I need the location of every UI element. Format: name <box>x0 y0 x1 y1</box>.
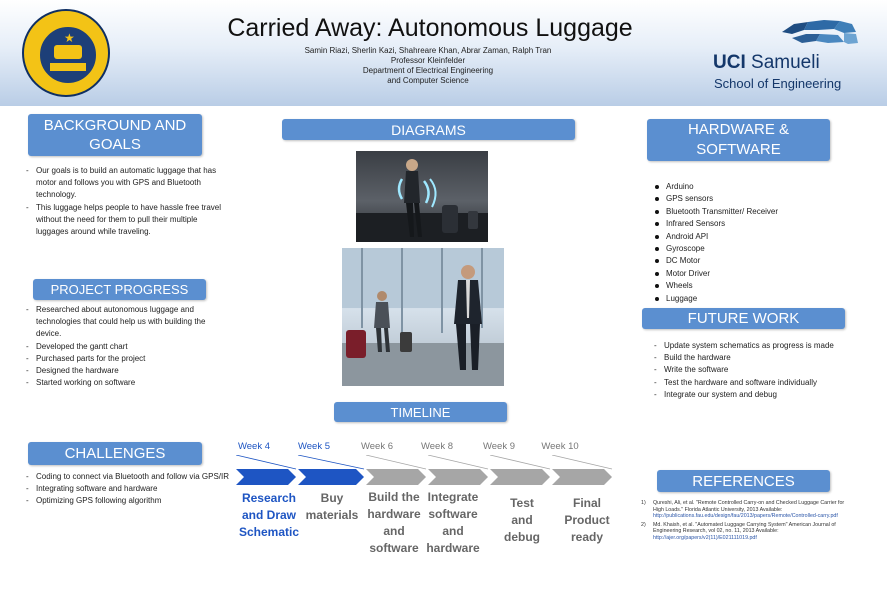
background-heading-line2: GOALS <box>89 136 141 153</box>
hardware-list <box>654 181 854 305</box>
list-item: - Test the hardware and software individually <box>652 377 872 389</box>
list-item: Luggage <box>654 293 854 305</box>
week-tick-lines <box>236 455 364 469</box>
reference-item <box>641 500 851 520</box>
step-line: Schematic <box>238 525 300 539</box>
step-line: Test <box>510 496 534 510</box>
timeline-segment-week-10 <box>552 469 612 485</box>
step-line: hardware <box>367 507 421 521</box>
hardware-heading-line2: SOFTWARE <box>696 141 781 158</box>
step-line: software <box>369 541 419 555</box>
week-tick-lines-inactive <box>366 455 612 469</box>
hardware-heading <box>647 119 830 161</box>
list-item: - Update system schematics as progress is made <box>652 340 872 352</box>
challenges-text <box>24 471 230 508</box>
timeline-heading: TIMELINE <box>334 402 507 422</box>
timeline-step <box>299 490 365 524</box>
uci-samueli-wordmark <box>713 52 820 74</box>
timeline-step <box>361 489 427 557</box>
list-item: Wheels <box>654 280 854 292</box>
week-label: Week 9 <box>482 441 516 452</box>
department-line: Department of Electrical Engineering <box>362 66 494 75</box>
seal-banner <box>50 63 86 71</box>
timeline-segment-week-5 <box>298 469 364 485</box>
authors-line: Samin Riazi, Sherlin Kazi, Shahreare Khan, Abrar Zaman, Ralph Tran <box>304 46 552 55</box>
step-line: materials <box>305 508 359 522</box>
step-line: software <box>428 507 478 521</box>
list-item: - Designed the hardware <box>24 365 228 377</box>
step-line: Integrate <box>427 490 479 504</box>
school-wordmark: School of Engineering <box>714 76 842 91</box>
timeline-step <box>236 490 302 541</box>
timeline-segment-week-6 <box>366 469 426 485</box>
reference-number: 1) <box>641 500 646 506</box>
luggage-follow-photo <box>356 151 488 242</box>
timeline-arrow <box>236 455 616 487</box>
progress-text <box>24 304 228 389</box>
diagrams-heading: DIAGRAMS <box>282 119 575 140</box>
poster-title: Carried Away: Autonomous Luggage <box>227 14 633 42</box>
list-item: - Integrating software and hardware <box>24 483 230 495</box>
references-list <box>641 500 851 543</box>
reference-text: Qureshi, Ali, et al. "Remote Controlled Carry-on and Checked Luggage Carrier for High Loads." Florida Atlantic University, 2013 Available: <box>653 500 845 513</box>
list-item: Bluetooth Transmitter/ Receiver <box>654 206 854 218</box>
step-line: debug <box>504 530 540 544</box>
timeline-segment-week-4 <box>236 469 296 485</box>
background-text <box>24 165 224 238</box>
step-line: Product <box>564 513 610 527</box>
uci-wordmark: UCI <box>713 52 746 73</box>
step-line: hardware <box>426 541 480 555</box>
list-item: Gyroscope <box>654 243 854 255</box>
department-line-2: and Computer Science <box>387 76 469 85</box>
background-heading <box>28 114 202 156</box>
list-item: - Purchased parts for the project <box>24 353 228 365</box>
step-line: Build the <box>368 490 420 504</box>
samueli-wordmark: Samueli <box>751 52 820 73</box>
step-line: and <box>442 524 464 538</box>
timeline-step <box>420 489 486 557</box>
list-item: Arduino <box>654 181 854 193</box>
man-with-suitcase-figure <box>356 151 488 242</box>
week-label: Week 4 <box>237 441 271 452</box>
list-item: - Developed the gantt chart <box>24 341 228 353</box>
uc-irvine-seal <box>22 9 110 97</box>
week-label: Week 8 <box>420 441 454 452</box>
list-item: - Build the hardware <box>652 352 872 364</box>
airport-travelers-figure <box>342 248 504 386</box>
step-line: and Draw <box>241 508 296 522</box>
future-work-list <box>652 340 872 401</box>
seal-book-icon <box>54 45 82 59</box>
list-item: Infrared Sensors <box>654 218 854 230</box>
step-line: Research <box>241 491 297 505</box>
hardware-heading-line1: HARDWARE & <box>687 121 790 138</box>
step-line: ready <box>570 530 604 544</box>
challenges-heading: CHALLENGES <box>28 442 202 465</box>
list-item: Motor Driver <box>654 268 854 280</box>
reference-link[interactable]: http://ajer.org/papers/v2(11)/E021111019.pdf <box>653 534 757 541</box>
reference-link[interactable]: http://publications.fau.edu/design/fau/2013/papers/Remote/Controlled-carry.pdf <box>653 513 838 519</box>
list-item: - Researched about autonomous luggage and technologies that could help us with building the device. <box>24 304 228 341</box>
list-item: Android API <box>654 231 854 243</box>
list-item: DC Motor <box>654 255 854 267</box>
timeline-segment-week-9 <box>490 469 550 485</box>
timeline-step <box>489 495 555 546</box>
reference-item <box>641 522 851 542</box>
list-item: - Coding to connect via Bluetooth and follow via GPS/IR <box>24 471 230 483</box>
seal-center <box>38 25 98 85</box>
list-item: - Started working on software <box>24 377 228 389</box>
list-item: - This luggage helps people to have hassle free travel without the need for them to pull their multiple luggages around while traveling. <box>24 202 224 239</box>
list-item: - Integrate our system and debug <box>652 389 872 401</box>
reference-number: 2) <box>641 521 646 528</box>
step-line: and <box>383 524 405 538</box>
professor-line: Professor Kleinfelder <box>390 56 466 65</box>
timeline-segment-week-8 <box>428 469 488 485</box>
future-work-heading: FUTURE WORK <box>642 308 845 329</box>
background-heading-line1: BACKGROUND AND <box>43 117 187 134</box>
week-label: Week 5 <box>297 441 331 452</box>
week-label: Week 6 <box>360 441 394 452</box>
step-line: Buy <box>320 491 344 505</box>
list-item: - Write the software <box>652 364 872 376</box>
timeline-step <box>554 495 620 546</box>
list-item: - Optimizing GPS following algorithm <box>24 495 230 507</box>
step-line: Final <box>572 496 601 510</box>
seal-star-icon: ★ <box>64 31 75 45</box>
reference-text: Md. Khaish, et al. "Automated Luggage Carrying System" American Journal of Engineering Research, vol 02, no. 11, 2013 Available: <box>653 521 836 534</box>
list-item: GPS sensors <box>654 193 854 205</box>
author-block <box>230 46 626 86</box>
airport-luggage-photo <box>342 248 504 386</box>
week-label: Week 10 <box>541 441 579 452</box>
progress-heading: PROJECT PROGRESS <box>33 279 206 300</box>
list-item: - Our goals is to build an automatic luggage that has motor and follows you with GPS and Bluetooth technology. <box>24 165 224 202</box>
references-heading: REFERENCES <box>657 470 830 492</box>
step-line: and <box>511 513 533 527</box>
